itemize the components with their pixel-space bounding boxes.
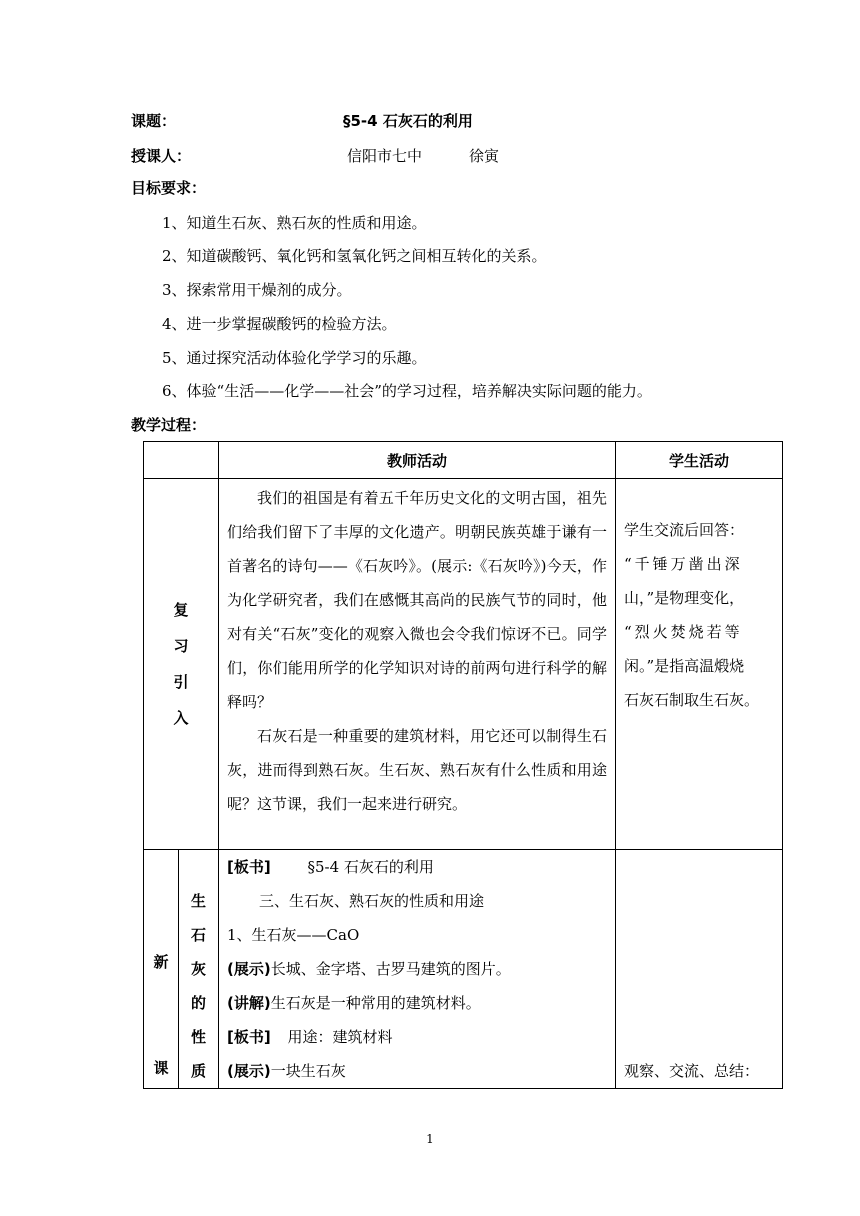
line-text: 一块生石灰: [270, 1062, 346, 1080]
new-lesson-line: [227, 1054, 607, 1088]
page-number: 1: [426, 1132, 434, 1146]
review-label-char: 习: [173, 637, 189, 655]
review-label-char: 复: [173, 601, 189, 619]
new-lesson-teacher-cell: [219, 850, 616, 1089]
new-lesson-student-cell: [616, 850, 783, 1089]
new-lesson-inner-char: 的: [190, 994, 206, 1012]
line-tag: [板书]: [227, 1028, 271, 1046]
col-header-student: 学生活动: [616, 442, 783, 479]
line-tag: [板书]: [227, 858, 271, 876]
new-lesson-inner-char: 生: [190, 892, 206, 910]
review-student-line: 山，”是物理变化，: [624, 589, 745, 607]
line-text: 用途：建筑材料: [287, 1028, 393, 1046]
new-lesson-inner-char: 灰: [190, 960, 206, 978]
new-lesson-line: [227, 850, 607, 884]
new-lesson-outer-label: [144, 850, 179, 1089]
process-label: 教学过程：: [131, 416, 207, 434]
review-teacher-paragraph-2: 石灰石是一种重要的建筑材料，用它还可以制得生石灰，进而得到熟石灰。生石灰、熟石灰有什么性质和用途呢？这节课，我们一起来进行研究。: [227, 727, 607, 813]
review-label-char: 入: [173, 709, 189, 727]
new-lesson-student-text: 观察、交流、总结：: [624, 1062, 760, 1080]
goal-item: 2、知道碳酸钙、氧化钙和氢氧化钙之间相互转化的关系。: [162, 247, 547, 265]
col-header-teacher: 教师活动: [219, 442, 616, 479]
teacher-label: 授课人：: [131, 147, 192, 165]
line-text: 长城、金字塔、古罗马建筑的图片。: [270, 960, 511, 978]
new-lesson-outer-char: 课: [153, 1059, 169, 1077]
review-student-line: 学生交流后回答：: [624, 521, 745, 539]
review-student-line: “千锤万凿出深: [624, 555, 743, 573]
new-lesson-line: 三、生石灰、熟石灰的性质和用途: [259, 892, 485, 910]
line-tag: (展示): [227, 960, 271, 978]
goal-item: 1、知道生石灰、熟石灰的性质和用途。: [162, 214, 427, 232]
goal-item: 5、通过探究活动体验化学学习的乐趣。: [162, 349, 427, 367]
goal-item: 4、进一步掌握碳酸钙的检验方法。: [162, 315, 397, 333]
new-lesson-outer-char: 新: [153, 953, 169, 971]
new-lesson-line: [227, 986, 607, 1020]
goal-item: 3、探索常用干燥剂的成分。: [162, 281, 352, 299]
review-student-line: 石灰石制取生石灰。: [624, 691, 760, 709]
line-tag: (讲解): [227, 994, 271, 1012]
lesson-table: [143, 441, 783, 1089]
review-student-cell: [616, 479, 783, 850]
review-label-char: 引: [173, 673, 189, 691]
review-student-line: “烈火焚烧若等: [624, 623, 743, 641]
new-lesson-inner-char: 质: [190, 1062, 206, 1080]
header-empty-cell: [144, 442, 219, 479]
new-lesson-line: 1、生石灰——CaO: [227, 926, 360, 944]
goal-item: 6、体验“生活——化学——社会”的学习过程，培养解决实际问题的能力。: [162, 382, 652, 400]
new-lesson-line: [227, 952, 607, 986]
teacher-name: 徐寅: [469, 147, 500, 165]
new-lesson-inner-char: 性: [190, 1028, 206, 1046]
line-text: 生石灰是一种常用的建筑材料。: [270, 994, 481, 1012]
topic-label: 课题：: [131, 112, 177, 130]
review-teacher-cell: [219, 479, 616, 850]
topic-value: §5-4 石灰石的利用: [343, 112, 473, 130]
review-row: [144, 479, 783, 850]
new-lesson-line: [227, 1020, 607, 1054]
line-text: §5-4 石灰石的利用: [307, 858, 434, 876]
teacher-school: 信阳市七中: [347, 147, 423, 165]
review-teacher-paragraph-1: 我们的祖国是有着五千年历史文化的文明古国，祖先们给我们留下了丰厚的文化遗产。明朝民族英雄于谦有一首著名的诗句——《石灰吟》。(展示:《石灰吟》)今天，作为化学研究者，我们在感慨其高尚的民族气节的同时，他对有关“石灰”变化的观察入微也会令我们惊讶不已。同学们，你们能用所学的化学知识对诗的前两句进行科学的解释吗？: [227, 489, 607, 711]
new-lesson-row: [144, 850, 783, 1089]
line-tag: (展示): [227, 1062, 271, 1080]
goals-label: 目标要求：: [131, 179, 207, 197]
table-header-row: [144, 442, 783, 479]
new-lesson-inner-char: 石: [190, 926, 206, 944]
new-lesson-inner-label: [179, 850, 219, 1089]
review-student-line: 闲。”是指高温煅烧: [624, 657, 745, 675]
review-label: [144, 479, 219, 850]
